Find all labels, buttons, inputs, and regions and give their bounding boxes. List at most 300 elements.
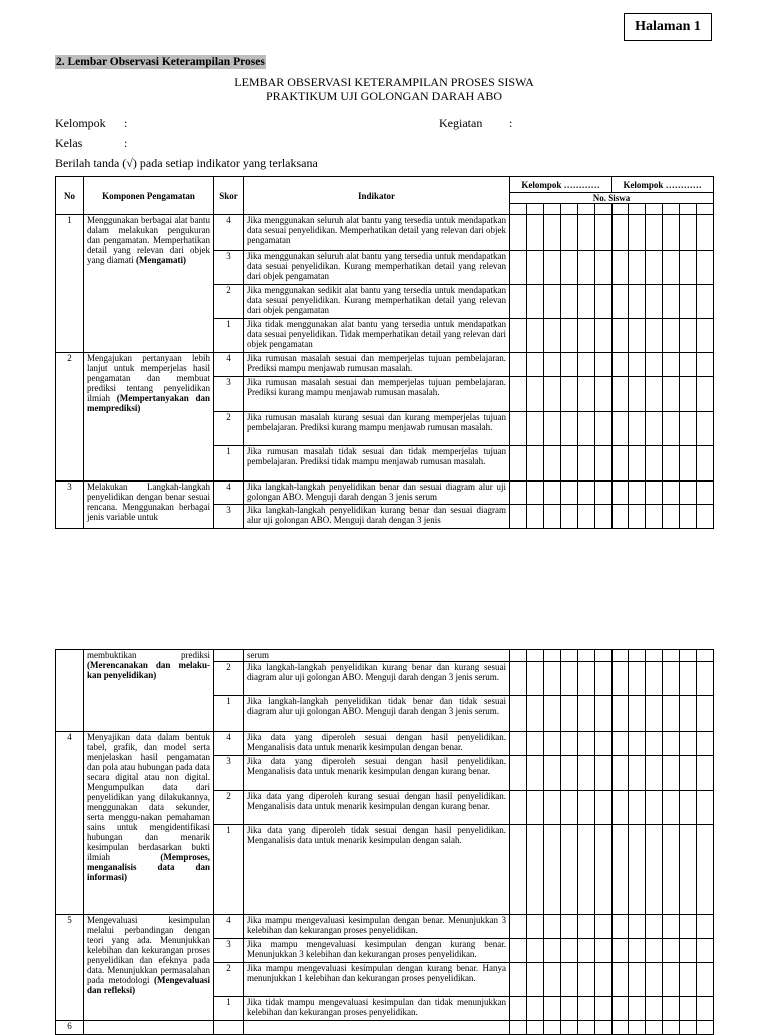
kelas-colon: :: [124, 136, 128, 150]
student-check-cell: [612, 204, 629, 215]
row-2-score-2: 2: [214, 412, 244, 446]
row-5-indicator-1: Jika tidak mampu mengevaluasi kesimpulan dan tidak menunjukkan kelebihan dan kekurangan proses penyelidikan.: [244, 997, 510, 1021]
row-5-indicator-2: Jika mampu mengevaluasi kesimpulan dengan kurang benar. Hanya menunjukkan 1 kelebihan dan kekurangan proses penyelidikan.: [244, 963, 510, 997]
student-check-cell: [595, 997, 612, 1021]
row-5-komponen: [84, 915, 214, 1021]
student-check-cell: [646, 915, 663, 939]
row-4-indicator-4: Jika data yang diperoleh sesuai dengan hasil penyelidikan. Menganalisis data untuk menarik kesimpulan dengan benar.: [244, 732, 510, 756]
row-3-indicator-3-continued: serum: [244, 650, 510, 662]
document-subtitle: PRAKTIKUM UJI GOLONGAN DARAH ABO: [265, 89, 502, 103]
row-3-score-continued: [214, 650, 244, 662]
student-check-cell: [663, 825, 680, 915]
kelompok-label: Kelompok: [55, 116, 106, 130]
student-check-cell: [561, 251, 578, 285]
student-check-cell: [561, 939, 578, 963]
row-2-indicator-4: Jika rumusan masalah sesuai dan memperjelas tujuan pembelajaran. Prediksi mampu menjawab rumusan masalah.: [244, 353, 510, 377]
student-check-cell: [663, 204, 680, 215]
row-4-komponen: [84, 732, 214, 915]
row-1-score-1: 1: [214, 319, 244, 353]
student-check-cell: [561, 481, 578, 505]
student-check-cell: [680, 791, 697, 825]
student-check-cell: [561, 650, 578, 662]
student-check-cell: [578, 285, 595, 319]
row-2-score-4: 4: [214, 353, 244, 377]
student-check-cell: [578, 915, 595, 939]
row-1-indicator-3: Jika menggunakan seluruh alat bantu yang tersedia untuk mendapatkan data sesuai penyelidikan. Kurang memperhatikan detail yang relevan dari objek pengamatan: [244, 251, 510, 285]
observation-table-part-2: [55, 649, 714, 1035]
student-check-cell: [680, 939, 697, 963]
header-komponen: Komponen Pengamatan: [84, 177, 214, 215]
student-check-cell: [527, 662, 544, 696]
row-1-komponen-text: Menggunakan berbagai alat bantu dalam melakukan pengukuran dan pengamatan. Memperhatikan detail yang relevan dari objek yang diamati: [87, 215, 210, 265]
document-title: LEMBAR OBSERVASI KETERAMPILAN PROSES SISWA: [234, 75, 534, 89]
student-check-cell: [527, 963, 544, 997]
row-3-score-4: 4: [214, 481, 244, 505]
student-check-cell: [697, 319, 714, 353]
row-5-score-4: 4: [214, 915, 244, 939]
student-check-cell: [578, 732, 595, 756]
row-3-indicator-3: Jika langkah-langkah penyelidikan kurang benar dan sesuai diagram alur uji golongan ABO. Menguji darah dengan 3 jenis: [244, 505, 510, 529]
student-check-cell: [629, 997, 646, 1021]
student-check-cell: [697, 732, 714, 756]
student-check-cell: [629, 377, 646, 412]
student-check-cell: [561, 446, 578, 481]
row-4-komponen-label: (Memproses, menganalisis data dan informasi): [87, 852, 210, 882]
student-check-cell: [510, 285, 527, 319]
student-check-cell: [663, 915, 680, 939]
student-check-cell: [578, 650, 595, 662]
row-4-indicator-3: Jika data yang diperoleh sesuai dengan hasil penyelidikan. Menganalisis data untuk menarik kesimpulan dengan kurang benar.: [244, 756, 510, 791]
row-5-no: 5: [56, 915, 84, 1021]
kelompok-colon: :: [124, 116, 128, 130]
student-check-cell: [697, 756, 714, 791]
row-3-komponen-label: (Merencanakan dan melaku-kan penyelidikan): [87, 660, 210, 680]
header-no-siswa: No. Siswa: [510, 193, 714, 204]
student-check-cell: [680, 662, 697, 696]
student-check-cell: [544, 915, 561, 939]
student-check-cell: [510, 696, 527, 732]
student-check-cell: [612, 963, 629, 997]
student-check-cell: [680, 204, 697, 215]
student-check-cell: [663, 1021, 680, 1035]
student-check-cell: [578, 696, 595, 732]
student-check-cell: [544, 319, 561, 353]
student-check-cell: [578, 353, 595, 377]
student-check-cell: [510, 791, 527, 825]
student-check-cell: [629, 446, 646, 481]
student-check-cell: [578, 215, 595, 251]
student-check-cell: [527, 825, 544, 915]
row-2-no: 2: [56, 353, 84, 481]
row-6-score: [214, 1021, 244, 1035]
kelas-label: Kelas: [55, 136, 83, 150]
student-check-cell: [527, 377, 544, 412]
student-check-cell: [595, 251, 612, 285]
student-check-cell: [595, 481, 612, 505]
student-check-cell: [697, 1021, 714, 1035]
student-check-cell: [697, 377, 714, 412]
student-check-cell: [680, 732, 697, 756]
student-check-cell: [595, 319, 612, 353]
student-check-cell: [612, 662, 629, 696]
row-3-komponen-continued: [84, 650, 214, 732]
row-1-indicator-4: Jika menggunakan seluruh alat bantu yang tersedia untuk mendapatkan data sesuai penyelidikan. Memperhatikan detail yang relevan dari objek pengamatan: [244, 215, 510, 251]
student-check-cell: [697, 915, 714, 939]
student-check-cell: [527, 481, 544, 505]
student-check-cell: [612, 732, 629, 756]
student-check-cell: [544, 963, 561, 997]
row-2-score-1: 1: [214, 446, 244, 481]
student-check-cell: [595, 825, 612, 915]
student-check-cell: [697, 446, 714, 481]
student-check-cell: [578, 377, 595, 412]
student-check-cell: [527, 756, 544, 791]
student-check-cell: [697, 204, 714, 215]
student-check-cell: [510, 939, 527, 963]
row-6-no: 6: [56, 1021, 84, 1035]
student-check-cell: [595, 285, 612, 319]
student-check-cell: [510, 997, 527, 1021]
student-check-cell: [578, 505, 595, 529]
student-check-cell: [663, 481, 680, 505]
student-check-cell: [629, 285, 646, 319]
student-check-cell: [544, 412, 561, 446]
kegiatan-colon: :: [509, 116, 513, 130]
student-check-cell: [595, 915, 612, 939]
student-check-cell: [646, 756, 663, 791]
student-check-cell: [510, 353, 527, 377]
student-check-cell: [629, 662, 646, 696]
row-1-score-4: 4: [214, 215, 244, 251]
student-check-cell: [680, 481, 697, 505]
row-2-komponen-text: Mengajukan pertanyaan lebih lanjut untuk memperjelas hasil pengamatan dan membuat prediksi tentang penyelidikan ilmiah: [87, 353, 210, 403]
row-5-indicator-4: Jika mampu mengevaluasi kesimpulan dengan benar. Menunjukkan 3 kelebihan dan kekurangan proses penyelidikan.: [244, 915, 510, 939]
row-1-indicator-2: Jika menggunakan sedikit alat bantu yang tersedia untuk mendapatkan data sesuai penyelidikan. Kurang memperhatikan detail yang relevan dari objek pengamatan: [244, 285, 510, 319]
student-check-cell: [612, 251, 629, 285]
student-check-cell: [697, 353, 714, 377]
student-check-cell: [595, 215, 612, 251]
student-check-cell: [680, 505, 697, 529]
student-check-cell: [544, 732, 561, 756]
student-check-cell: [510, 1021, 527, 1035]
student-check-cell: [629, 251, 646, 285]
student-check-cell: [510, 412, 527, 446]
student-check-cell: [680, 963, 697, 997]
student-check-cell: [578, 204, 595, 215]
student-check-cell: [561, 353, 578, 377]
student-check-cell: [646, 377, 663, 412]
student-check-cell: [561, 412, 578, 446]
row-3-no: 3: [56, 481, 84, 529]
student-check-cell: [544, 662, 561, 696]
student-check-cell: [527, 285, 544, 319]
student-check-cell: [629, 825, 646, 915]
student-check-cell: [663, 505, 680, 529]
student-check-cell: [629, 481, 646, 505]
student-check-cell: [544, 505, 561, 529]
student-check-cell: [527, 791, 544, 825]
student-check-cell: [527, 505, 544, 529]
student-check-cell: [680, 215, 697, 251]
student-check-cell: [680, 251, 697, 285]
student-check-cell: [646, 997, 663, 1021]
student-check-cell: [629, 756, 646, 791]
student-check-cell: [612, 377, 629, 412]
student-check-cell: [697, 251, 714, 285]
student-check-cell: [578, 412, 595, 446]
row-2-score-3: 3: [214, 377, 244, 412]
student-check-cell: [510, 377, 527, 412]
student-check-cell: [612, 825, 629, 915]
student-check-cell: [578, 481, 595, 505]
student-check-cell: [629, 204, 646, 215]
row-4-score-3: 3: [214, 756, 244, 791]
student-check-cell: [663, 319, 680, 353]
row-1-indicator-1: Jika tidak menggunakan alat bantu yang tersedia untuk mendapatkan data sesuai penyelidikan. Tidak memperhatikan detail yang relevan dari objek pengamatan: [244, 319, 510, 353]
student-check-cell: [663, 251, 680, 285]
student-check-cell: [510, 505, 527, 529]
student-check-cell: [646, 215, 663, 251]
student-check-cell: [561, 997, 578, 1021]
row-1-score-3: 3: [214, 251, 244, 285]
student-check-cell: [646, 1021, 663, 1035]
student-check-cell: [697, 963, 714, 997]
student-check-cell: [595, 505, 612, 529]
student-check-cell: [561, 215, 578, 251]
header-kelompok-b: Kelompok …………: [612, 177, 714, 193]
student-check-cell: [578, 791, 595, 825]
student-check-cell: [612, 481, 629, 505]
student-check-cell: [527, 650, 544, 662]
student-check-cell: [646, 791, 663, 825]
student-check-cell: [629, 650, 646, 662]
student-check-cell: [697, 997, 714, 1021]
student-check-cell: [680, 319, 697, 353]
student-check-cell: [561, 1021, 578, 1035]
student-check-cell: [510, 481, 527, 505]
student-check-cell: [595, 412, 612, 446]
student-check-cell: [510, 915, 527, 939]
row-3-score-3: 3: [214, 505, 244, 529]
student-check-cell: [544, 353, 561, 377]
student-check-cell: [561, 662, 578, 696]
student-check-cell: [612, 1021, 629, 1035]
student-check-cell: [561, 732, 578, 756]
student-check-cell: [578, 446, 595, 481]
student-check-cell: [561, 791, 578, 825]
student-check-cell: [578, 825, 595, 915]
student-check-cell: [595, 353, 612, 377]
student-check-cell: [527, 412, 544, 446]
student-check-cell: [680, 412, 697, 446]
student-check-cell: [629, 215, 646, 251]
student-check-cell: [646, 412, 663, 446]
header-skor: Skor: [214, 177, 244, 215]
row-3-score-1: 1: [214, 696, 244, 732]
row-4-indicator-1: Jika data yang diperoleh tidak sesuai dengan hasil penyelidikan. Menganalisis data untuk menarik kesimpulan dengan salah.: [244, 825, 510, 915]
student-check-cell: [697, 650, 714, 662]
student-check-cell: [561, 505, 578, 529]
row-4-komponen-text: Menyajikan data dalam bentuk tabel, grafik, dan model serta menjelaskan hasil pengamatan dan pola atau hubungan pada data secara digital atau non digital. Mengumpulkan data dari penyelidikan yang dilakukannya, menggunakan data sekunder, serta menggu-nakan pemahaman sains untuk mengidentifikasi hubungan dan menarik kesimpulan berdasarkan bukti ilmiah: [87, 732, 210, 862]
student-check-cell: [578, 939, 595, 963]
student-check-cell: [697, 696, 714, 732]
student-check-cell: [646, 353, 663, 377]
student-check-cell: [561, 377, 578, 412]
row-3-indicator-2: Jika langkah-langkah penyelidikan kurang benar dan kurang sesuai diagram alur uji golongan ABO. Menguji darah dengan 3 jenis serum.: [244, 662, 510, 696]
student-check-cell: [595, 650, 612, 662]
student-check-cell: [646, 963, 663, 997]
instruction-text: Berilah tanda (√) pada setiap indikator yang terlaksana: [55, 156, 318, 170]
student-check-cell: [544, 756, 561, 791]
row-3-no-continued: [56, 650, 84, 732]
student-check-cell: [544, 481, 561, 505]
student-check-cell: [697, 939, 714, 963]
student-check-cell: [663, 997, 680, 1021]
student-check-cell: [663, 353, 680, 377]
student-check-cell: [561, 915, 578, 939]
student-check-cell: [697, 481, 714, 505]
student-check-cell: [544, 1021, 561, 1035]
row-6-indicator: [244, 1021, 510, 1035]
student-check-cell: [680, 825, 697, 915]
student-check-cell: [578, 997, 595, 1021]
row-4-score-1: 1: [214, 825, 244, 915]
student-check-cell: [612, 997, 629, 1021]
student-check-cell: [612, 939, 629, 963]
student-check-cell: [544, 251, 561, 285]
student-check-cell: [595, 963, 612, 997]
student-check-cell: [646, 251, 663, 285]
student-check-cell: [578, 662, 595, 696]
row-3-komponen-cont-text: membuktikan prediksi: [87, 650, 210, 660]
row-4-score-4: 4: [214, 732, 244, 756]
student-check-cell: [663, 732, 680, 756]
student-check-cell: [510, 650, 527, 662]
observation-table-part-1: [55, 176, 714, 529]
student-check-cell: [544, 446, 561, 481]
student-check-cell: [629, 412, 646, 446]
student-check-cell: [544, 696, 561, 732]
student-check-cell: [612, 285, 629, 319]
student-check-cell: [646, 825, 663, 915]
student-check-cell: [544, 997, 561, 1021]
student-check-cell: [629, 1021, 646, 1035]
row-3-score-2: 2: [214, 662, 244, 696]
student-check-cell: [595, 204, 612, 215]
student-check-cell: [680, 353, 697, 377]
row-4-indicator-2: Jika data yang diperoleh kurang sesuai dengan hasil penyelidikan. Menganalisis data untuk menarik kesimpulan dengan kurang benar.: [244, 791, 510, 825]
student-check-cell: [663, 446, 680, 481]
student-check-cell: [612, 650, 629, 662]
student-check-cell: [561, 204, 578, 215]
student-check-cell: [697, 505, 714, 529]
student-check-cell: [527, 251, 544, 285]
student-check-cell: [595, 446, 612, 481]
student-check-cell: [680, 446, 697, 481]
student-check-cell: [595, 377, 612, 412]
student-check-cell: [663, 662, 680, 696]
row-1-komponen: [84, 215, 214, 353]
student-check-cell: [510, 215, 527, 251]
row-4-score-2: 2: [214, 791, 244, 825]
student-check-cell: [595, 662, 612, 696]
student-check-cell: [595, 696, 612, 732]
header-indikator: Indikator: [244, 177, 510, 215]
student-check-cell: [612, 696, 629, 732]
student-check-cell: [510, 204, 527, 215]
student-check-cell: [578, 1021, 595, 1035]
student-check-cell: [510, 732, 527, 756]
student-check-cell: [663, 377, 680, 412]
row-1-score-2: 2: [214, 285, 244, 319]
student-check-cell: [612, 915, 629, 939]
student-check-cell: [561, 756, 578, 791]
student-check-cell: [510, 825, 527, 915]
student-check-cell: [612, 319, 629, 353]
student-check-cell: [544, 825, 561, 915]
row-2-indicator-3: Jika rumusan masalah sesuai dan memperjelas tujuan pembelajaran. Prediksi kurang mampu menjawab rumusan masalah.: [244, 377, 510, 412]
row-3-indicator-1: Jika langkah-langkah penyelidikan tidak benar dan tidak sesuai diagram alur uji golongan ABO. Menguji darah dengan 3 jenis serum.: [244, 696, 510, 732]
student-check-cell: [646, 696, 663, 732]
row-4-no: 4: [56, 732, 84, 915]
row-2-komponen: [84, 353, 214, 481]
student-check-cell: [578, 756, 595, 791]
student-check-cell: [629, 939, 646, 963]
row-6-komponen: [84, 1021, 214, 1035]
student-check-cell: [646, 319, 663, 353]
student-check-cell: [612, 215, 629, 251]
student-check-cell: [663, 791, 680, 825]
student-check-cell: [646, 446, 663, 481]
student-check-cell: [578, 319, 595, 353]
student-check-cell: [544, 285, 561, 319]
student-check-cell: [680, 756, 697, 791]
student-check-cell: [561, 319, 578, 353]
student-check-cell: [544, 204, 561, 215]
row-5-score-2: 2: [214, 963, 244, 997]
student-check-cell: [629, 915, 646, 939]
student-check-cell: [663, 650, 680, 662]
student-check-cell: [527, 353, 544, 377]
student-check-cell: [527, 997, 544, 1021]
student-check-cell: [510, 319, 527, 353]
student-check-cell: [578, 251, 595, 285]
header-no: No: [56, 177, 84, 215]
row-5-komponen-label: (Mengevaluasi dan refleksi): [87, 975, 210, 995]
student-check-cell: [697, 412, 714, 446]
student-check-cell: [646, 939, 663, 963]
student-check-cell: [646, 481, 663, 505]
student-check-cell: [527, 446, 544, 481]
row-3-indicator-4: Jika langkah-langkah penyelidikan benar dan sesuai diagram alur uji golongan ABO. Menguji darah dengan 3 jenis serum: [244, 481, 510, 505]
student-check-cell: [527, 732, 544, 756]
student-check-cell: [663, 756, 680, 791]
student-check-cell: [680, 285, 697, 319]
student-check-cell: [612, 353, 629, 377]
student-check-cell: [663, 412, 680, 446]
row-2-indicator-1: Jika rumusan masalah tidak sesuai dan tidak memperjelas tujuan pembelajaran. Prediksi tidak mampu menjawab rumusan masalah.: [244, 446, 510, 481]
student-check-cell: [510, 756, 527, 791]
student-check-cell: [544, 650, 561, 662]
student-check-cell: [510, 446, 527, 481]
student-check-cell: [663, 939, 680, 963]
student-check-cell: [578, 963, 595, 997]
row-2-indicator-2: Jika rumusan masalah kurang sesuai dan kurang memperjelas tujuan pembelajaran. Prediksi kurang mampu menjawab rumusan masalah.: [244, 412, 510, 446]
student-check-cell: [595, 939, 612, 963]
student-check-cell: [510, 662, 527, 696]
student-check-cell: [697, 791, 714, 825]
student-check-cell: [629, 353, 646, 377]
